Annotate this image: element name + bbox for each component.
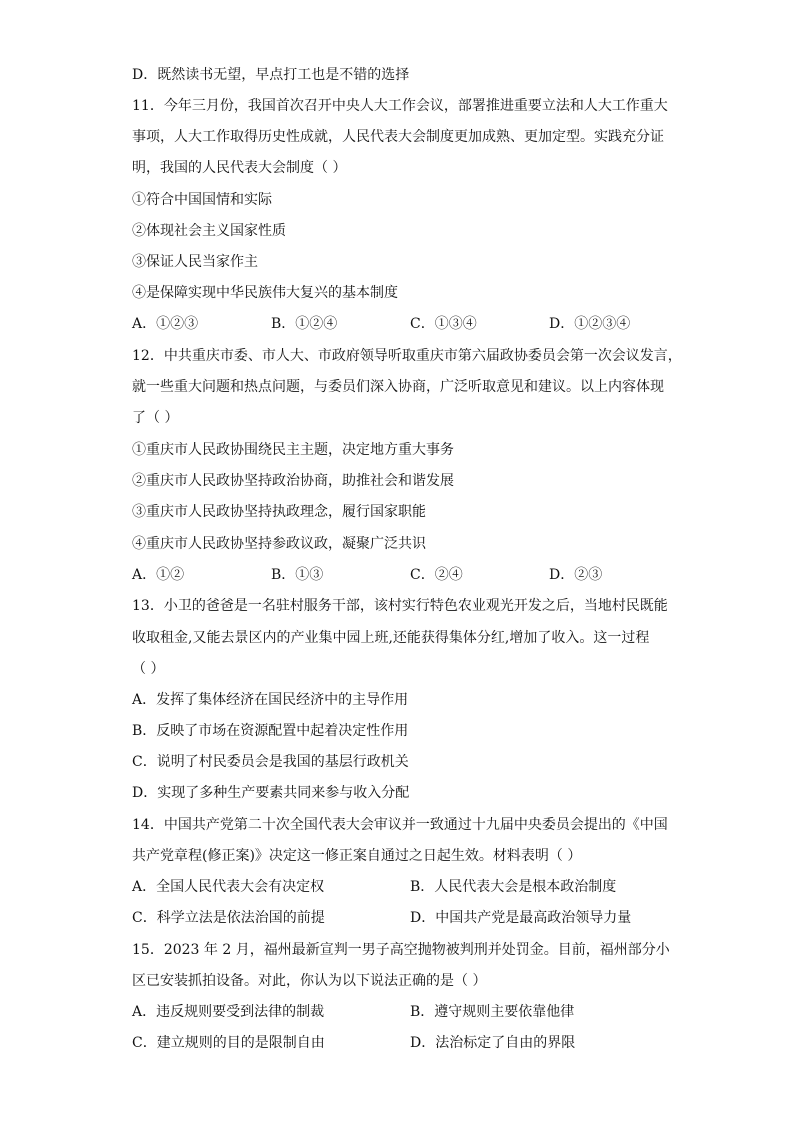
q13-option-b: B．反映了市场在资源配置中起着决定性作用 [132, 723, 409, 739]
q14-option-b: B．人民代表大会是根本政治制度 [410, 879, 617, 895]
q12-option-b: B．①③ [271, 567, 324, 583]
q12-stem-line-1: 12．中共重庆市委、市人大、市政府领导听取重庆市第六届政协委员会第一次会议发言， [132, 348, 682, 364]
q11-option-d: D．①②③④ [549, 316, 631, 332]
q14-option-c: C．科学立法是依法治国的前提 [132, 910, 325, 926]
q10-option-d: D．既然读书无望，早点打工也是不错的选择 [132, 67, 410, 83]
q15-option-c: C．建立规则的目的是限制自由 [132, 1035, 325, 1051]
q15-option-d: D．法治标定了自由的界限 [410, 1035, 576, 1051]
q15-option-b: B．遵守规则主要依靠他律 [410, 1004, 575, 1020]
q14-stem-line-1: 14．中国共产党第二十次全国代表大会审议并一致通过十九届中央委员会提出的《中国 [132, 817, 668, 833]
q12-stem-line-3: 了（ ） [132, 410, 179, 426]
q11-option-c: C．①③④ [410, 316, 477, 332]
q13-stem-line-3: （ ） [132, 661, 165, 677]
q12-option-c: C．②④ [410, 567, 463, 583]
q11-stem-line-3: 明，我国的人民代表大会制度（ ） [132, 160, 347, 176]
q11-item-1: ①符合中国国情和实际 [132, 192, 272, 208]
q15-stem-line-2: 区已安装抓拍设备。对此，你认为以下说法正确的是（ ） [132, 973, 487, 989]
q13-option-d: D．实现了多种生产要素共同来参与收入分配 [132, 785, 410, 801]
q13-option-c: C．说明了村民委员会是我国的基层行政机关 [132, 754, 409, 770]
q11-option-b: B．①②④ [271, 316, 338, 332]
q14-option-a: A．全国人民代表大会有决定权 [132, 879, 325, 895]
q13-stem-line-2: 收取租金,又能去景区内的产业集中园上班,还能获得集体分红,增加了收入。这一过程 [132, 630, 650, 646]
q11-item-4: ④是保障实现中华民族伟大复兴的基本制度 [132, 285, 398, 301]
q14-option-d: D．中国共产党是最高政治领导力量 [410, 910, 632, 926]
q11-stem-line-2: 事项，人大工作取得历史性成就，人民代表大会制度更加成熟、更加定型。实践充分证 [132, 129, 664, 145]
q12-item-4: ④重庆市人民政协坚持参政议政，凝聚广泛共识 [132, 536, 426, 552]
q12-option-d: D．②③ [549, 567, 603, 583]
q12-option-a: A．①② [132, 567, 185, 583]
q11-stem-line-1: 11．今年三月份，我国首次召开中央人大工作会议，部署推进重要立法和人大工作重大 [132, 98, 668, 114]
q15-option-a: A．违反规则要受到法律的制裁 [132, 1004, 325, 1020]
q11-option-a: A．①②③ [132, 316, 199, 332]
q14-stem-line-2: 共产党章程(修正案)》决定这一修正案自通过之日起生效。材料表明（ ） [132, 848, 582, 864]
q12-item-1: ①重庆市人民政协围绕民主主题，决定地方重大事务 [132, 442, 454, 458]
q15-stem-line-1: 15．2023 年 2 月，福州最新宣判一男子高空抛物被判刑并处罚金。目前，福州部分小 [132, 942, 670, 958]
q11-item-2: ②体现社会主义国家性质 [132, 223, 286, 239]
q12-item-3: ③重庆市人民政协坚持执政理念，履行国家职能 [132, 504, 426, 520]
q13-stem-line-1: 13．小卫的爸爸是一名驻村服务干部，该村实行特色农业观光开发之后，当地村民既能 [132, 598, 668, 614]
q11-item-3: ③保证人民当家作主 [132, 254, 258, 270]
q13-option-a: A．发挥了集体经济在国民经济中的主导作用 [132, 692, 409, 708]
q12-stem-line-2: 就一些重大问题和热点问题，与委员们深入协商，广泛听取意见和建议。以上内容体现 [132, 379, 664, 395]
q12-item-2: ②重庆市人民政协坚持政治协商，助推社会和谐发展 [132, 473, 454, 489]
